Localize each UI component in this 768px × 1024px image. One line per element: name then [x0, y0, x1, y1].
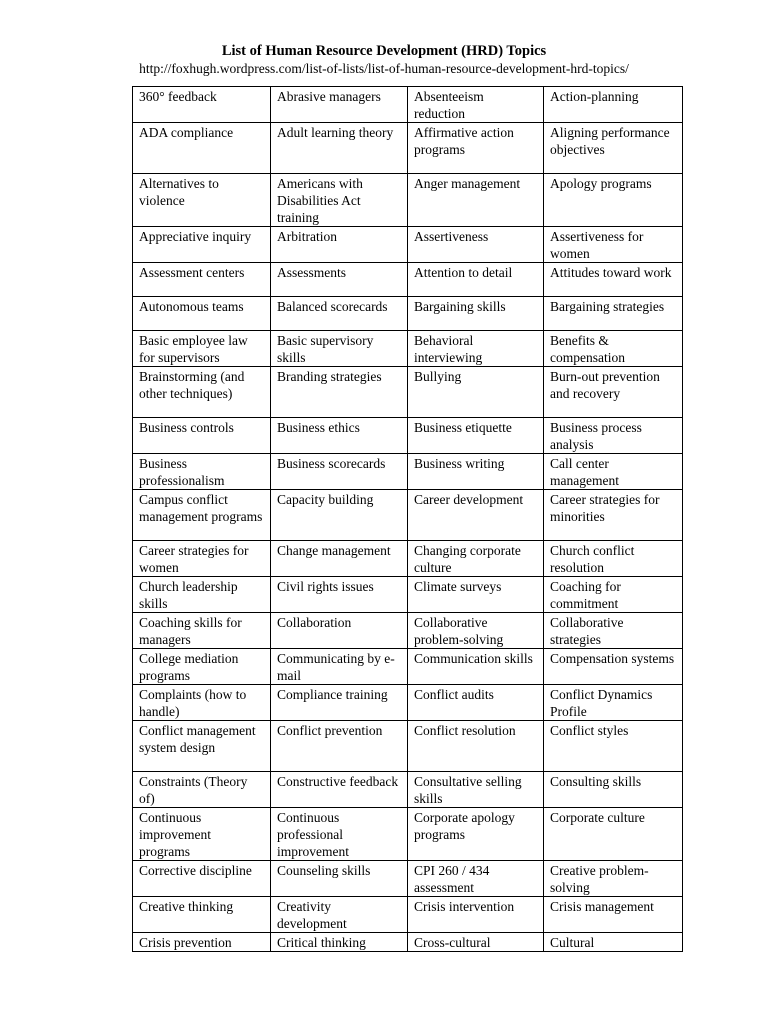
table-cell: Alternatives to violence — [133, 174, 271, 227]
table-cell: Cultural — [544, 933, 683, 952]
topics-table — [132, 86, 683, 952]
table-cell: Autonomous teams — [133, 297, 271, 331]
table-cell: Adult learning theory — [271, 123, 408, 174]
table-row — [133, 808, 683, 861]
table-cell: Call center management — [544, 454, 683, 490]
table-cell: Career strategies for minorities — [544, 490, 683, 541]
table-cell: Business ethics — [271, 418, 408, 454]
table-cell: Corrective discipline — [133, 861, 271, 897]
table-cell: Business controls — [133, 418, 271, 454]
table-cell: Consultative selling skills — [408, 772, 544, 808]
table-row — [133, 933, 683, 952]
table-cell: Critical thinking — [271, 933, 408, 952]
table-row — [133, 577, 683, 613]
table-cell: Constructive feedback — [271, 772, 408, 808]
table-row — [133, 87, 683, 123]
table-row — [133, 297, 683, 331]
table-cell: Appreciative inquiry — [133, 227, 271, 263]
table-cell: Business etiquette — [408, 418, 544, 454]
table-row — [133, 331, 683, 367]
table-cell: Behavioral interviewing — [408, 331, 544, 367]
topics-table-body — [133, 87, 683, 952]
table-cell: Changing corporate culture — [408, 541, 544, 577]
table-cell: Complaints (how to handle) — [133, 685, 271, 721]
table-cell: Continuous improvement programs — [133, 808, 271, 861]
table-cell: Compliance training — [271, 685, 408, 721]
table-cell: Americans with Disabilities Act training — [271, 174, 408, 227]
table-cell: Action-planning — [544, 87, 683, 123]
table-row — [133, 490, 683, 541]
table-cell: Bargaining skills — [408, 297, 544, 331]
table-cell: Assessments — [271, 263, 408, 297]
table-cell: Conflict resolution — [408, 721, 544, 772]
table-cell: Business process analysis — [544, 418, 683, 454]
table-row — [133, 649, 683, 685]
table-cell: Constraints (Theory of) — [133, 772, 271, 808]
table-cell: Consulting skills — [544, 772, 683, 808]
table-cell: Communication skills — [408, 649, 544, 685]
table-cell: Branding strategies — [271, 367, 408, 418]
table-cell: Aligning performance objectives — [544, 123, 683, 174]
table-cell: Assertiveness — [408, 227, 544, 263]
table-cell: Continuous professional improvement — [271, 808, 408, 861]
table-cell: Collaborative strategies — [544, 613, 683, 649]
table-cell: Career development — [408, 490, 544, 541]
table-cell: Business writing — [408, 454, 544, 490]
table-cell: Affirmative action programs — [408, 123, 544, 174]
table-cell: Business professionalism — [133, 454, 271, 490]
table-cell: Campus conflict management programs — [133, 490, 271, 541]
table-row — [133, 174, 683, 227]
table-cell: Attention to detail — [408, 263, 544, 297]
table-cell: Coaching for commitment — [544, 577, 683, 613]
table-row — [133, 418, 683, 454]
table-cell: Conflict Dynamics Profile — [544, 685, 683, 721]
table-row — [133, 541, 683, 577]
table-row — [133, 721, 683, 772]
table-cell: Conflict prevention — [271, 721, 408, 772]
table-cell: Abrasive managers — [271, 87, 408, 123]
table-cell: Church conflict resolution — [544, 541, 683, 577]
table-cell: Bargaining strategies — [544, 297, 683, 331]
table-cell: Creative problem-solving — [544, 861, 683, 897]
table-row — [133, 227, 683, 263]
table-cell: Basic supervisory skills — [271, 331, 408, 367]
table-cell: CPI 260 / 434 assessment — [408, 861, 544, 897]
table-row — [133, 897, 683, 933]
table-cell: Church leadership skills — [133, 577, 271, 613]
table-cell: Conflict styles — [544, 721, 683, 772]
table-row — [133, 861, 683, 897]
table-cell: Crisis prevention — [133, 933, 271, 952]
table-cell: Basic employee law for supervisors — [133, 331, 271, 367]
table-cell: Civil rights issues — [271, 577, 408, 613]
table-row — [133, 454, 683, 490]
table-cell: Absenteeism reduction — [408, 87, 544, 123]
table-cell: Business scorecards — [271, 454, 408, 490]
table-row — [133, 685, 683, 721]
table-cell: Creative thinking — [133, 897, 271, 933]
table-cell: Anger management — [408, 174, 544, 227]
table-cell: Collaboration — [271, 613, 408, 649]
table-cell: Counseling skills — [271, 861, 408, 897]
table-cell: Assessment centers — [133, 263, 271, 297]
table-cell: Corporate culture — [544, 808, 683, 861]
table-cell: Assertiveness for women — [544, 227, 683, 263]
table-cell: Crisis management — [544, 897, 683, 933]
table-cell: 360° feedback — [133, 87, 271, 123]
table-cell: Cross-cultural — [408, 933, 544, 952]
table-row — [133, 123, 683, 174]
table-cell: Conflict audits — [408, 685, 544, 721]
table-cell: Apology programs — [544, 174, 683, 227]
source-url: http://foxhugh.wordpress.com/list-of-lists/list-of-human-resource-development-hrd-topics/ — [139, 61, 629, 76]
table-cell: Burn-out prevention and recovery — [544, 367, 683, 418]
table-cell: Communicating by e-mail — [271, 649, 408, 685]
table-cell: Brainstorming (and other techniques) — [133, 367, 271, 418]
table-cell: Corporate apology programs — [408, 808, 544, 861]
table-cell: Climate surveys — [408, 577, 544, 613]
table-cell: ADA compliance — [133, 123, 271, 174]
table-cell: Change management — [271, 541, 408, 577]
table-cell: Compensation systems — [544, 649, 683, 685]
table-cell: College mediation programs — [133, 649, 271, 685]
table-row — [133, 772, 683, 808]
table-cell: Coaching skills for managers — [133, 613, 271, 649]
table-cell: Arbitration — [271, 227, 408, 263]
table-cell: Attitudes toward work — [544, 263, 683, 297]
table-row — [133, 263, 683, 297]
table-cell: Conflict management system design — [133, 721, 271, 772]
table-row — [133, 367, 683, 418]
table-cell: Creativity development — [271, 897, 408, 933]
table-cell: Crisis intervention — [408, 897, 544, 933]
table-cell: Balanced scorecards — [271, 297, 408, 331]
table-row — [133, 613, 683, 649]
table-cell: Collaborative problem-solving — [408, 613, 544, 649]
page-title: List of Human Resource Development (HRD) Topics — [221, 43, 547, 59]
table-cell: Career strategies for women — [133, 541, 271, 577]
table-cell: Bullying — [408, 367, 544, 418]
table-cell: Capacity building — [271, 490, 408, 541]
table-cell: Benefits & compensation — [544, 331, 683, 367]
